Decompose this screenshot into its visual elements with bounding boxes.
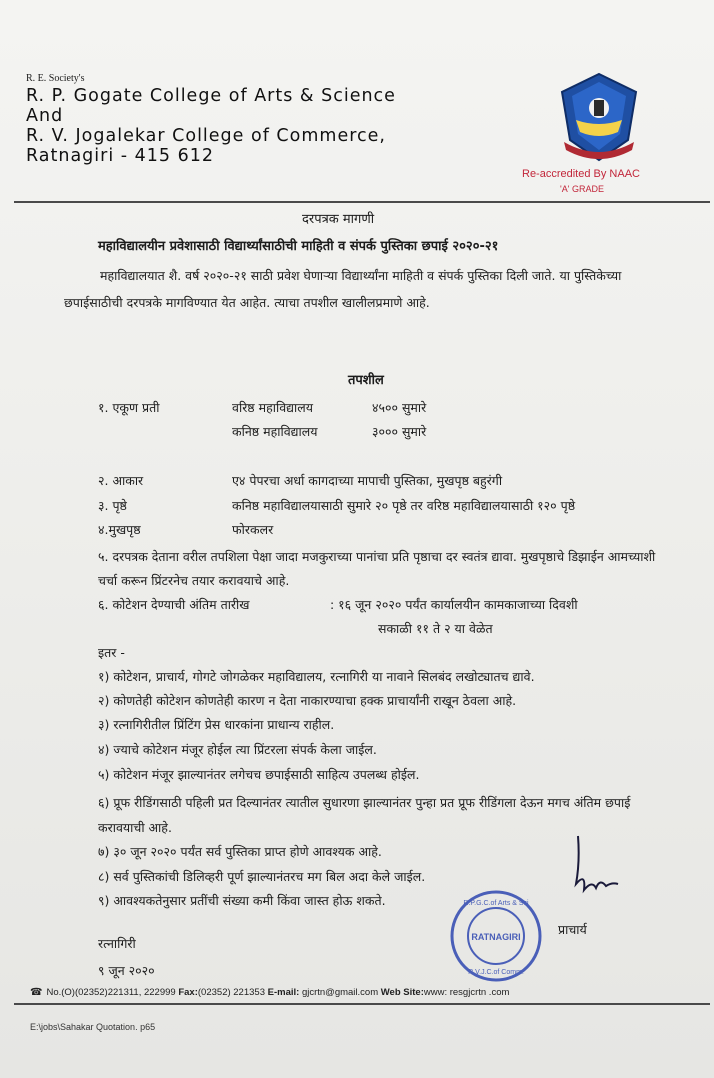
- phone-label: No.(O): [46, 987, 75, 998]
- others-heading: इतर -: [98, 645, 125, 660]
- document-subtitle: महाविद्यालयीन प्रवेशासाठी विद्यार्थ्यांसाठीची माहिती व संपर्क पुस्तिका छपाई २०२०-२१: [98, 239, 499, 254]
- file-path: E:\jobs\Sahakar Quotation. p65: [30, 1022, 156, 1032]
- pages-value: कनिष्ठ महाविद्यालयासाठी सुमारे २० पृष्ठे तर वरिष्ठ महाविद्यालयासाठी १२० पृष्ठे: [232, 498, 576, 513]
- contact-footer: [30, 987, 509, 998]
- fax-number: (02352) 221353: [197, 987, 265, 998]
- others-item: ७) ३० जून २०२० पर्यंत सर्व पुस्तिका प्राप्त होणे आवश्यक आहे.: [98, 844, 382, 859]
- fax-label: Fax:: [178, 987, 198, 998]
- signoff-date: ९ जून २०२०: [98, 963, 155, 978]
- copies-label: १. एकूण प्रती: [98, 400, 160, 415]
- society-name: R. E. Society's: [26, 73, 85, 84]
- pages-label: ३. पृष्ठे: [98, 498, 127, 513]
- email-address: gjcrtn@gmail.com: [301, 987, 379, 998]
- college-seal-stamp-icon: [448, 888, 544, 984]
- signoff-place: रत्नागिरी: [98, 936, 136, 951]
- senior-college-label: वरिष्ठ महाविद्यालय: [232, 400, 314, 415]
- others-item: ८) सर्व पुस्तिकांची डिलिव्हरी पूर्ण झाल्यानंतरच मग बिल अदा केले जाईल.: [98, 869, 426, 884]
- size-label: २. आकार: [98, 473, 144, 488]
- junior-college-label: कनिष्ठ महाविद्यालय: [232, 424, 318, 439]
- senior-college-value: ४५०० सुमारे: [372, 400, 427, 415]
- document-title: दरपत्रक मागणी: [302, 212, 375, 227]
- others-item: ४) ज्याचे कोटेशन मंजूर होईल त्या प्रिंटरला संपर्क केला जाईल.: [98, 742, 377, 757]
- junior-college-value: ३००० सुमारे: [372, 424, 427, 439]
- svg-text:RATNAGIRI: RATNAGIRI: [471, 932, 521, 942]
- phone-icon: ☎: [30, 987, 43, 998]
- others-item: ९) आवश्यकतेनुसार प्रतींची संख्या कमी किंवा जास्त होऊ शकते.: [98, 893, 386, 908]
- cover-label: ४.मुखपृष्ठ: [98, 522, 141, 537]
- deadline-value: : १६ जून २०२० पर्यंत कार्यालयीन कामकाजाच्या दिवशी: [330, 597, 578, 612]
- principal-designation: प्राचार्य: [558, 922, 587, 937]
- website-address: www: resgjcrtn .com: [423, 987, 510, 998]
- others-item: ५) कोटेशन मंजूर झाल्यानंतर लगेचच छपाईसाठी साहित्य उपलब्ध होईल.: [98, 767, 420, 782]
- naac-grade: 'A' GRADE: [560, 184, 604, 194]
- college-name-line3: R. V. Jogalekar College of Commerce,: [26, 126, 386, 146]
- intro-paragraph: महाविद्यालयात शै. वर्ष २०२०-२१ साठी प्रवेश घेणाऱ्या विद्यार्थ्यांना माहिती व संपर्क पुस्तिका दिली जाते. या पुस्तिकेच्या छपाईसाठीची दरपत्रके मागविण्यात येत आहेत. त्याचा तपशील खालीलप्रमाणे आहे.: [64, 268, 622, 310]
- details-heading: तपशील: [348, 373, 384, 388]
- header-divider: [14, 201, 710, 203]
- college-logo-icon: [556, 70, 642, 166]
- others-item: ६) प्रूफ रीडिंगसाठी पहिली प्रत दिल्यानंतर त्यातील सुधारणा झाल्यानंतर पुन्हा प्रत प्रूफ रीडिंगला देऊन मगच अंतिम छपाई करावयाची आहे.: [98, 795, 631, 835]
- size-value: ए४ पेपरचा अर्धा कागदाच्या मापाची पुस्तिका, मुखपृष्ठ बहुरंगी: [232, 473, 503, 488]
- cover-value: फोरकलर: [232, 522, 274, 537]
- website-label: Web Site:: [380, 987, 424, 998]
- svg-text:R.P.G.C.of Arts & Sci: R.P.G.C.of Arts & Sci: [463, 900, 529, 907]
- others-item: १) कोटेशन, प्राचार्य, गोगटे जोगळेकर महाविद्यालय, रत्नागिरी या नावाने सिलबंद लखोट्यातच द्यावे.: [98, 669, 535, 684]
- footer-divider: [14, 1003, 710, 1005]
- deadline-label: ६. कोटेशन देण्याची अंतिम तारीख: [98, 597, 250, 612]
- naac-accreditation: Re-accredited By NAAC: [522, 168, 640, 180]
- others-item: ३) रत्नागिरीतील प्रिंटिंग प्रेस धारकांना प्राधान्य राहील.: [98, 717, 335, 732]
- deadline-time: सकाळी ११ ते २ या वेळेत: [378, 621, 493, 636]
- college-name-line2: And: [26, 106, 64, 126]
- phone-numbers: (02352)221311, 222999: [74, 987, 176, 998]
- others-item: २) कोणतेही कोटेशन कोणतेही कारण न देता नाकारण्याचा हक्क प्राचार्यांनी राखून ठेवला आहे.: [98, 693, 517, 708]
- svg-text:R.V.J.C.of Comm.: R.V.J.C.of Comm.: [468, 969, 524, 976]
- principal-signature-icon: [566, 832, 626, 902]
- email-label: E-mail:: [267, 987, 300, 998]
- point-5-text: ५. दरपत्रक देताना वरील तपशिला पेक्षा जादा मजकुराच्या पानांचा प्रति पृष्ठाचा दर स्वतंत्र द्यावा. मुखपृष्ठाचे डिझाईन आमच्याशी चर्चा करून प्रिंटरनेच तयार करावयाचे आहे.: [98, 549, 656, 588]
- college-name-line1: R. P. Gogate College of Arts & Science: [26, 86, 396, 106]
- college-address: Ratnagiri - 415 612: [26, 146, 215, 166]
